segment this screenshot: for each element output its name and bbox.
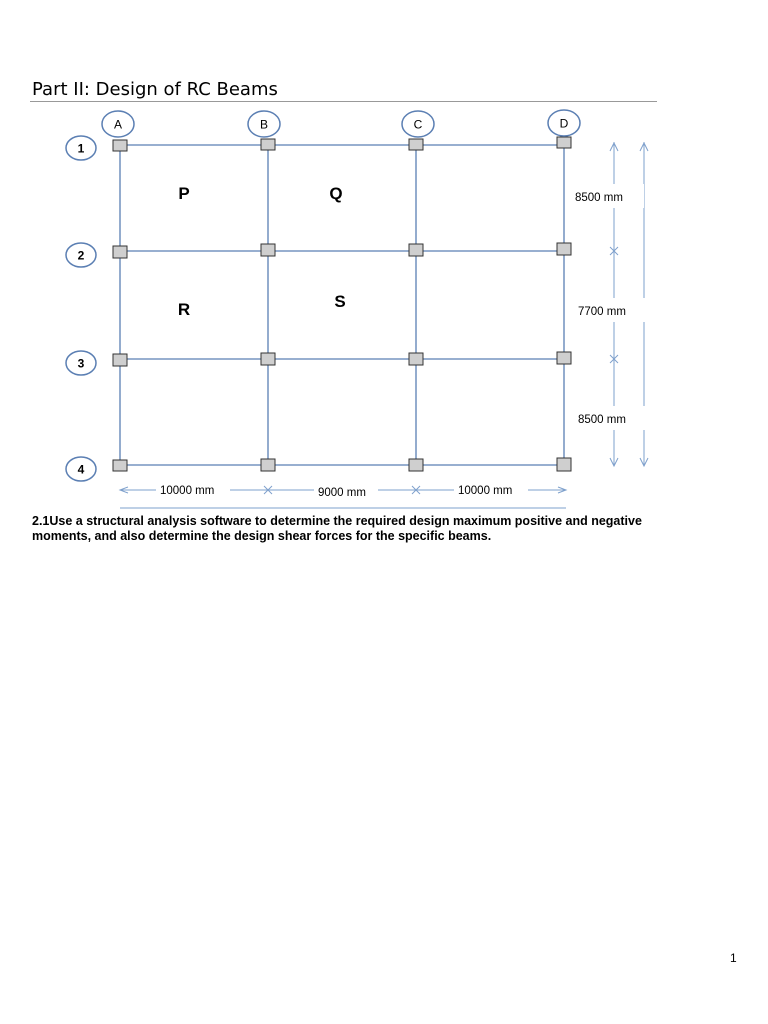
grid-label-c: C — [413, 117, 423, 132]
column-a2 — [113, 246, 127, 258]
dimension-9000: 9000 mm — [318, 487, 366, 499]
page-title: Part II: Design of RC Beams — [32, 79, 278, 100]
grid-label-a: A — [113, 117, 123, 132]
dimension-10000-right: 10000 mm — [458, 485, 513, 497]
page-number: 1 — [730, 951, 737, 965]
column-b1 — [261, 139, 275, 150]
column-b4 — [261, 459, 275, 471]
grid-label-2: 2 — [77, 248, 85, 263]
column-c4 — [409, 459, 423, 471]
dimension-8500-top: 8500 mm — [575, 192, 623, 204]
question-text: 2.1Use a structural analysis software to determine the required design maximum positive and negative moments, and also determine the design shear forces for the specific beams. — [32, 514, 642, 543]
panel-label-s: S — [334, 292, 346, 311]
column-d2 — [557, 243, 571, 255]
dimension-8500-bottom: 8500 mm — [578, 414, 626, 426]
panel-label-r: R — [177, 300, 191, 319]
column-d4 — [557, 458, 571, 471]
column-a4 — [113, 460, 127, 471]
column-d3 — [557, 352, 571, 364]
grid-label-d: D — [559, 116, 569, 131]
column-b2 — [261, 244, 275, 256]
dimension-10000-left: 10000 mm — [160, 485, 215, 497]
grid-label-4: 4 — [77, 462, 85, 477]
row-grid-bubbles — [66, 136, 96, 481]
dimension-7700: 7700 mm — [578, 306, 626, 318]
column-d1 — [557, 137, 571, 148]
column-c2 — [409, 244, 423, 256]
column-a1 — [113, 140, 127, 151]
panel-label-q: Q — [329, 184, 343, 203]
column-b3 — [261, 353, 275, 365]
grid-label-b: B — [259, 117, 269, 132]
column-grid-bubbles — [102, 110, 580, 137]
grid-label-1: 1 — [77, 141, 85, 156]
panel-label-p: P — [178, 184, 190, 203]
grid-label-3: 3 — [77, 356, 85, 371]
column-c3 — [409, 353, 423, 365]
horizontal-dimension-labels — [156, 480, 528, 500]
vertical-dimension-labels — [572, 184, 647, 430]
column-c1 — [409, 139, 423, 150]
column-a3 — [113, 354, 127, 366]
